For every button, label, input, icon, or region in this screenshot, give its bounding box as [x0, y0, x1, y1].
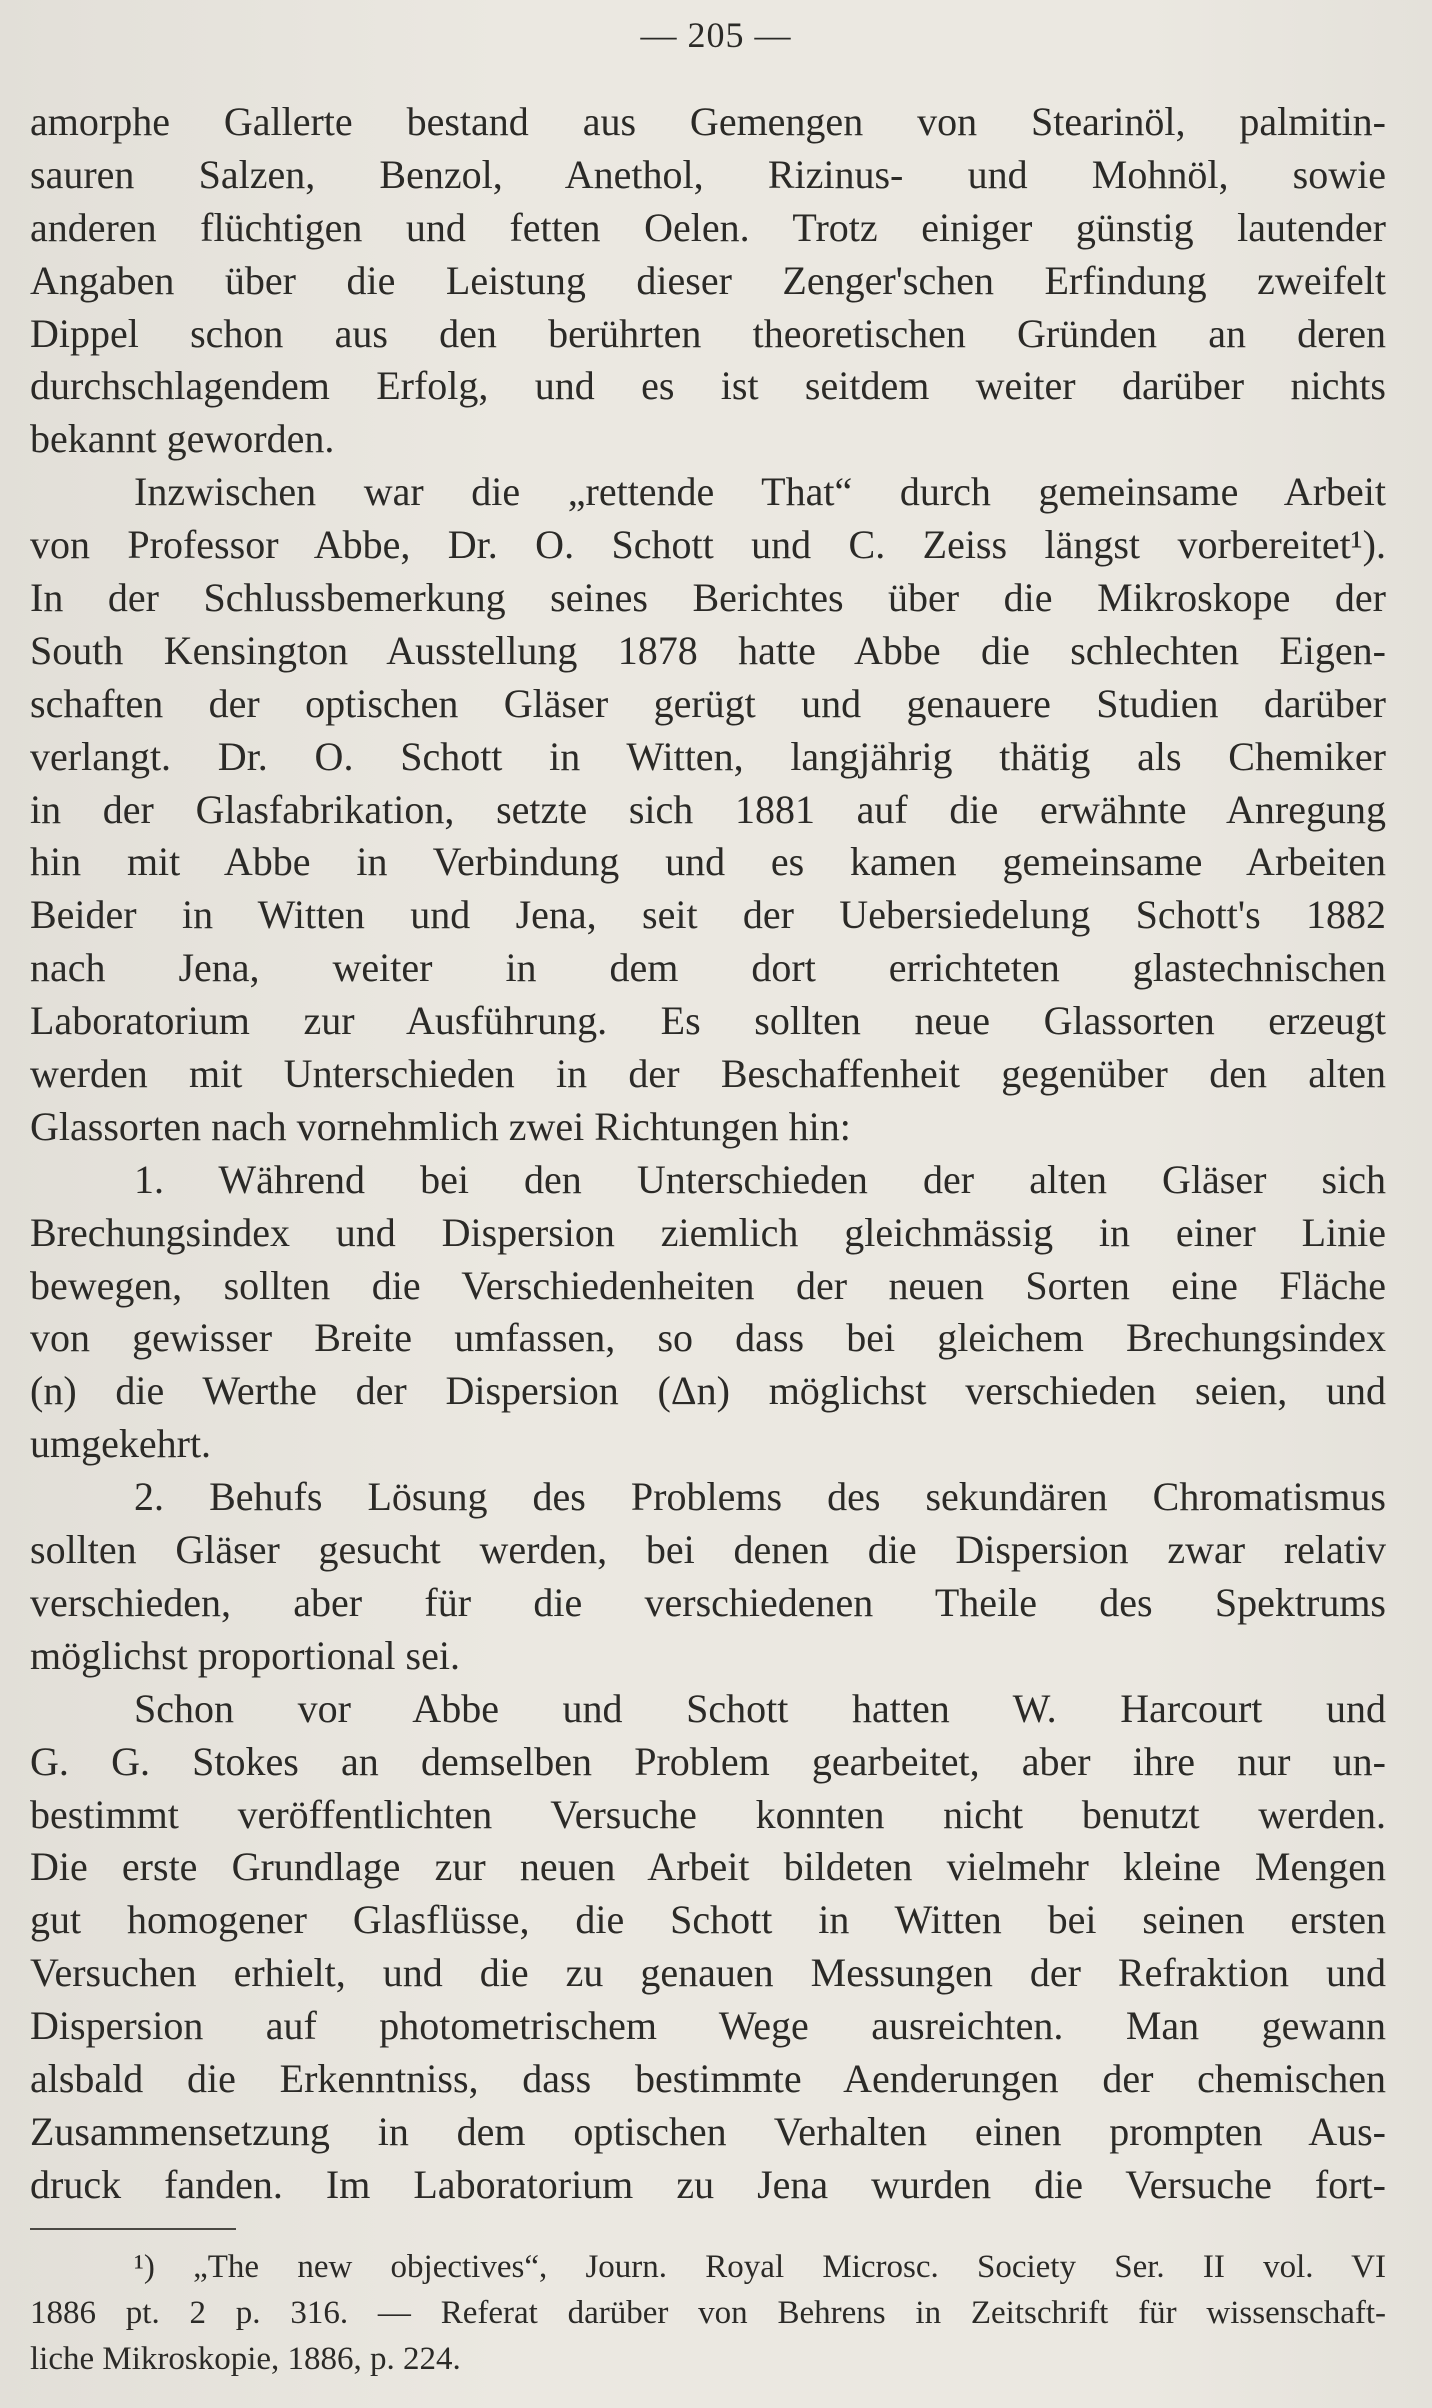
text-line: Die erste Grundlage zur neuen Arbeit bildeten vielmehr kleine Mengen [30, 1844, 1386, 1890]
text-line: bewegen, sollten die Verschiedenheiten der neuen Sorten eine Fläche [30, 1262, 1386, 1308]
body-text [30, 96, 1386, 2212]
text-line: Schon vor Abbe und Schott hatten W. Harcourt und [134, 1685, 1386, 1731]
text-line: Brechungsindex und Dispersion ziemlich gleichmässig in einer Linie [30, 1209, 1386, 1255]
text-line: Angaben über die Leistung dieser Zenger'schen Erfindung zweifelt [30, 257, 1386, 303]
text-line: gut homogener Glasflüsse, die Schott in Witten bei seinen ersten [30, 1897, 1386, 1943]
text-line: hin mit Abbe in Verbindung und es kamen gemeinsame Arbeiten [30, 839, 1386, 885]
text-line: bekannt geworden. [30, 416, 335, 462]
text-line: G. G. Stokes an demselben Problem gearbeitet, aber ihre nur un- [30, 1738, 1386, 1784]
text-line: South Kensington Ausstellung 1878 hatte Abbe die schlechten Eigen- [30, 627, 1386, 673]
page-number: — 205 — [640, 15, 792, 55]
text-line: Laboratorium zur Ausführung. Es sollten neue Glassorten erzeugt [30, 998, 1386, 1044]
text-line: Zusammensetzung in dem optischen Verhalten einen prompten Aus- [30, 2108, 1386, 2154]
text-line: 1. Während bei den Unterschieden der alten Gläser sich [134, 1156, 1386, 1202]
text-line: sauren Salzen, Benzol, Anethol, Rizinus- und Mohnöl, sowie [30, 151, 1386, 197]
footnote-line: ¹) „The new objectives“, Journ. Royal Microsc. Society Ser. II vol. VI [134, 2249, 1386, 2285]
text-line: In der Schlussbemerkung seines Berichtes über die Mikroskope der [30, 575, 1386, 621]
text-line: nach Jena, weiter in dem dort errichteten glastechnischen [30, 945, 1386, 991]
text-line: (n) die Werthe der Dispersion (Δn) möglichst verschieden seien, und [30, 1368, 1386, 1414]
footnote-divider [30, 2228, 236, 2230]
text-line: Glassorten nach vornehmlich zwei Richtungen hin: [30, 1103, 851, 1149]
footnote-line: liche Mikroskopie, 1886, p. 224. [30, 2341, 461, 2377]
text-line: druck fanden. Im Laboratorium zu Jena wurden die Versuche fort- [30, 2161, 1386, 2207]
footnote-block [30, 2244, 1386, 2382]
text-line: alsbald die Erkenntniss, dass bestimmte Aenderungen der chemischen [30, 2055, 1386, 2101]
text-line: umgekehrt. [30, 1421, 212, 1467]
text-line: von gewisser Breite umfassen, so dass bei gleichem Brechungsindex [30, 1315, 1386, 1361]
text-line: verlangt. Dr. O. Schott in Witten, langjährig thätig als Chemiker [30, 733, 1386, 779]
text-line: Beider in Witten und Jena, seit der Uebersiedelung Schott's 1882 [30, 892, 1386, 938]
text-line: durchschlagendem Erfolg, und es ist seitdem weiter darüber nichts [30, 363, 1386, 409]
text-line: 2. Behufs Lösung des Problems des sekundären Chromatismus [134, 1474, 1386, 1520]
text-line: Dispersion auf photometrischem Wege ausreichten. Man gewann [30, 2003, 1386, 2049]
text-line: möglichst proportional sei. [30, 1632, 460, 1678]
text-line: sollten Gläser gesucht werden, bei denen die Dispersion zwar relativ [30, 1527, 1386, 1573]
text-line: von Professor Abbe, Dr. O. Schott und C. Zeiss längst vorbereitet¹). [30, 522, 1386, 568]
text-line: werden mit Unterschieden in der Beschaffenheit gegenüber den alten [30, 1051, 1386, 1097]
footnote-line: 1886 pt. 2 p. 316. — Referat darüber von Behrens in Zeitschrift für wissenschaft- [30, 2295, 1386, 2331]
text-line: Inzwischen war die „rettende That“ durch gemeinsame Arbeit [134, 469, 1386, 515]
text-line: verschieden, aber für die verschiedenen Theile des Spektrums [30, 1579, 1386, 1625]
text-line: in der Glasfabrikation, setzte sich 1881 auf die erwähnte Anregung [30, 786, 1386, 832]
text-line: anderen flüchtigen und fetten Oelen. Trotz einiger günstig lautender [30, 204, 1386, 250]
text-line: Versuchen erhielt, und die zu genauen Messungen der Refraktion und [30, 1950, 1386, 1996]
text-line: Dippel schon aus den berührten theoretischen Gründen an deren [30, 310, 1386, 356]
text-line: bestimmt veröffentlichten Versuche konnten nicht benutzt werden. [30, 1791, 1386, 1837]
text-line: schaften der optischen Gläser gerügt und genauere Studien darüber [30, 680, 1386, 726]
text-line: amorphe Gallerte bestand aus Gemengen von Stearinöl, palmitin- [30, 99, 1386, 144]
